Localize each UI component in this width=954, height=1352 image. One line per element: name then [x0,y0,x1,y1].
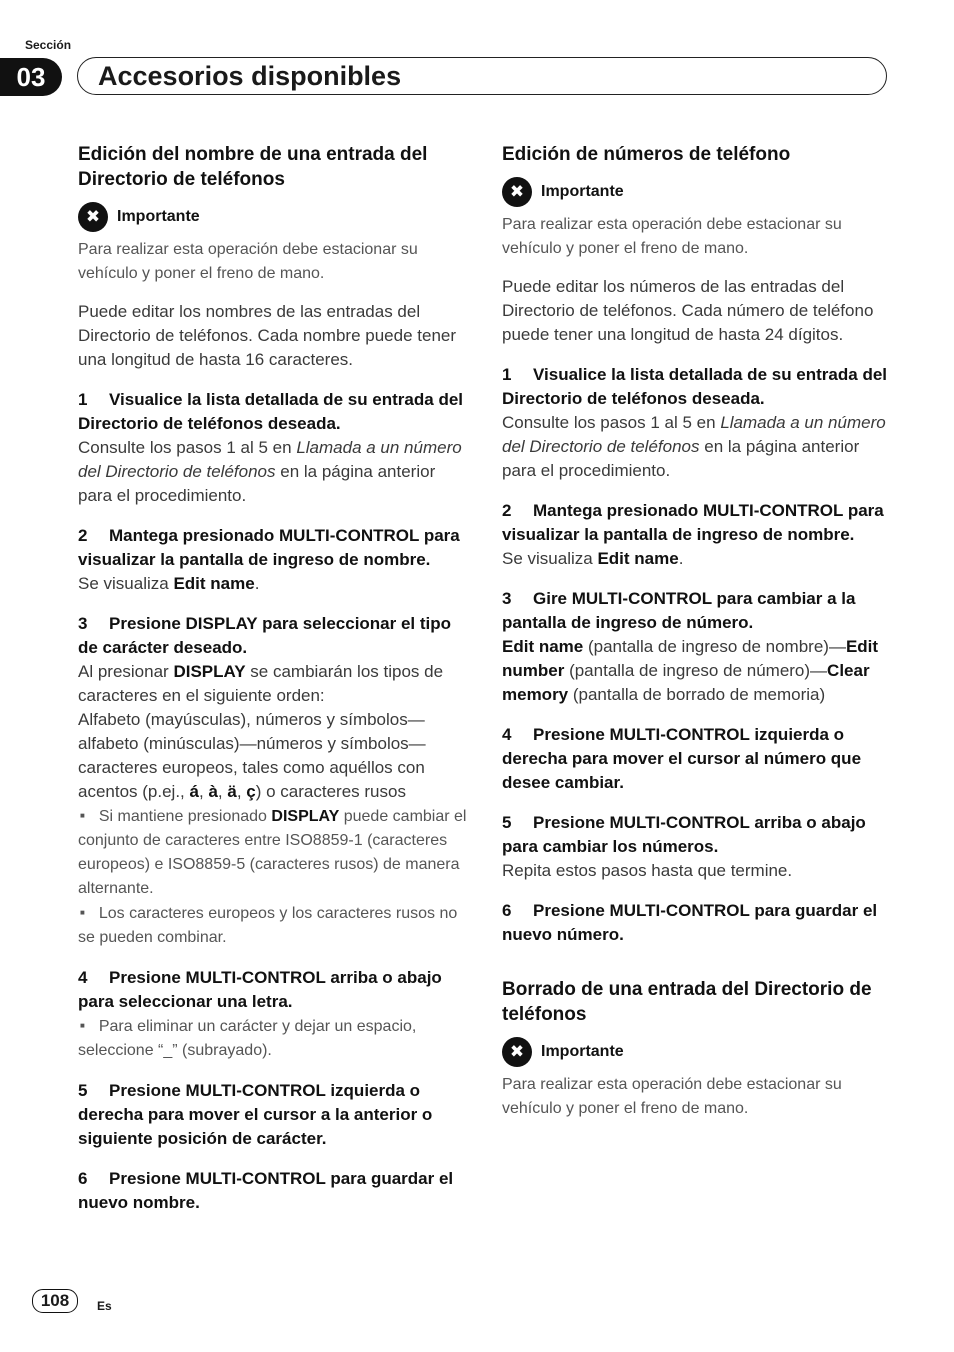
important-label: Importante [541,183,624,200]
step-1-title: 1 Visualice la lista detallada de su entrada del Directorio de teléfonos deseada. [78,390,464,433]
step-6-title: 6 Presione MULTI-CONTROL para guardar el nuevo número. [502,901,878,944]
important-text: Para realizar esta operación debe estacionar su vehículo y poner el freno de mano. [502,216,842,257]
language-code: Es [97,1299,112,1313]
step-3-title: 3 Gire MULTI-CONTROL para cambiar a la pantalla de ingreso de número. [502,589,856,632]
step-3-order: Alfabeto (mayúsculas), números y símbolos—alfabeto (minúsculas)—números y símbolos—caracteres europeos, tales como aquéllos con acentos (p.ej., á, à, ä, ç) o caracteres rusos [78,710,426,801]
right-heading: Edición de números de teléfono [502,144,791,165]
important-label: Importante [117,208,200,225]
step-2-title: 2 Mantega presionado MULTI-CONTROL para visualizar la pantalla de ingreso de nombre. [502,501,884,544]
important-text: Para realizar esta operación debe estacionar su vehículo y poner el freno de mano. [502,1076,842,1117]
important-pin-icon: ✖ [502,1037,532,1067]
important-pin-icon: ✖ [502,177,532,207]
step-3-note-1: ■ Si mantiene presionado DISPLAY puede cambiar el conjunto de caracteres entre ISO8859-1 (caracteres europeos) e ISO8859-5 (caracteres rusos) de manera alternante. [78,804,468,901]
intro-paragraph: Puede editar los números de las entradas del Directorio de teléfonos. Cada número de teléfono puede tener una longitud de hasta 24 dígitos. [502,277,874,344]
important-notice [78,202,468,232]
step-5-title: 5 Presione MULTI-CONTROL izquierda o derecha para mover el cursor a la anterior o siguiente posición de carácter. [78,1081,433,1148]
step-4-title: 4 Presione MULTI-CONTROL izquierda o derecha para mover el cursor al número que desee cambiar. [502,725,862,792]
section-title: Accesorios disponibles [98,61,402,91]
step-1-body: Consulte los pasos 1 al 5 en Llamada a un número del Directorio de teléfonos en la página anterior para el procedimiento. [78,438,462,505]
step-3-title: 3 Presione DISPLAY para seleccionar el tipo de carácter deseado. [78,614,452,657]
important-pin-icon: ✖ [78,202,108,232]
important-notice [502,1037,890,1067]
intro-paragraph: Puede editar los nombres de las entradas del Directorio de teléfonos. Cada nombre puede tener una longitud de hasta 16 caracteres. [78,302,457,369]
important-text: Para realizar esta operación debe estacionar su vehículo y poner el freno de mano. [78,241,418,282]
step-3-body: Edit name (pantalla de ingreso de nombre)—Edit number (pantalla de ingreso de número)—Clear memory (pantalla de borrado de memoria) [502,637,879,704]
step-3-body: Al presionar DISPLAY se cambiarán los tipos de caracteres en el siguiente orden: [78,662,444,705]
step-4-note: ■ Para eliminar un carácter y dejar un espacio, seleccione “_” (subrayado). [78,1014,468,1063]
section-label: Sección [25,38,72,52]
section-number-badge: 03 [0,58,62,96]
important-notice [502,177,890,207]
step-4-title: 4 Presione MULTI-CONTROL arriba o abajo para seleccionar una letra. [78,968,442,1011]
step-1-title: 1 Visualice la lista detallada de su entrada del Directorio de teléfonos deseada. [502,365,888,408]
step-2-title: 2 Mantega presionado MULTI-CONTROL para visualizar la pantalla de ingreso de nombre. [78,526,460,569]
step-5-body: Repita estos pasos hasta que termine. [502,861,793,880]
step-2-body: Se visualiza Edit name. [78,574,260,593]
right-column [502,142,890,1121]
step-1-body: Consulte los pasos 1 al 5 en Llamada a un número del Directorio de teléfonos en la página anterior para el procedimiento. [502,413,886,480]
step-2-body: Se visualiza Edit name. [502,549,684,568]
left-column [78,142,468,1215]
important-label: Importante [541,1043,624,1060]
right-heading-2: Borrado de una entrada del Directorio de teléfonos [502,979,872,1025]
step-3-note-2: ■ Los caracteres europeos y los caracteres rusos no se pueden combinar. [78,901,468,950]
page-number: 108 [32,1289,78,1313]
step-5-title: 5 Presione MULTI-CONTROL arriba o abajo para cambiar los números. [502,813,866,856]
left-heading: Edición del nombre de una entrada del Directorio de teléfonos [78,144,428,190]
step-6-title: 6 Presione MULTI-CONTROL para guardar el nuevo nombre. [78,1169,454,1212]
